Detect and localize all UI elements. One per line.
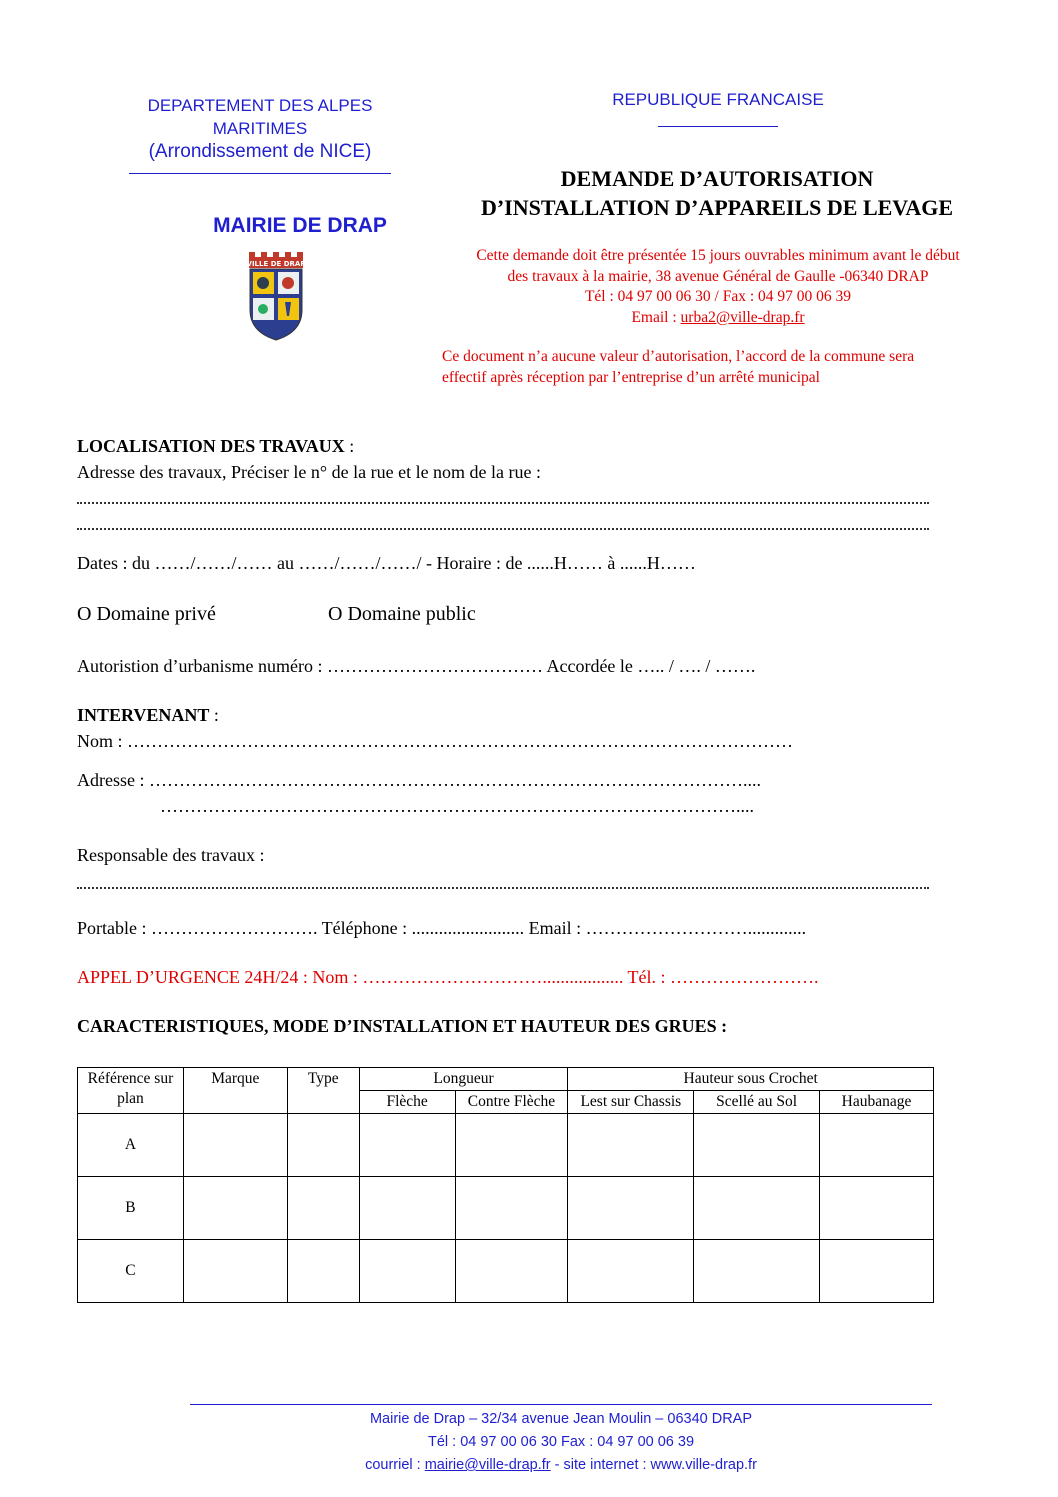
footer-website: - site internet : www.ville-drap.fr: [550, 1457, 757, 1473]
footer-address: Mairie de Drap – 32/34 avenue Jean Moulin – 06340 DRAP: [369, 1411, 753, 1427]
cell-contre-fleche[interactable]: [455, 1177, 568, 1240]
cell-scelle[interactable]: [694, 1177, 820, 1240]
urgence-line[interactable]: APPEL D’URGENCE 24H/24 : Nom : ………………………….................. Tél. : …………………….: [77, 967, 819, 987]
arrondissement-line: (Arrondissement de NICE): [148, 141, 372, 162]
coat-of-arms-icon: [247, 252, 305, 342]
form-title: [420, 164, 1014, 222]
caracteristiques-heading: CARACTERISTIQUES, MODE D’INSTALLATION ET HAUTEUR DES GRUES :: [77, 1016, 728, 1036]
form-title-line1: DEMANDE D’AUTORISATION: [560, 166, 874, 191]
cell-marque[interactable]: [183, 1114, 287, 1177]
responsable-label: Responsable des travaux :: [77, 845, 265, 865]
cell-lest[interactable]: [568, 1240, 694, 1303]
header-longueur: Longueur: [359, 1068, 568, 1091]
row-reference: B: [78, 1177, 184, 1240]
header-haubanage: Haubanage: [820, 1091, 934, 1114]
form-title-line2: D’INSTALLATION D’APPAREILS DE LEVAGE: [480, 195, 954, 220]
table-header-row: [78, 1068, 934, 1091]
department-header: [110, 94, 410, 174]
address-label: Adresse des travaux, Préciser le n° de la rue et le nom de la rue :: [77, 462, 542, 482]
note-email-link[interactable]: urba2@ville-drap.fr: [680, 308, 805, 326]
header-scelle: Scellé au Sol: [694, 1091, 820, 1114]
address-field-line1[interactable]: [77, 502, 929, 504]
nom-field[interactable]: Nom : …………………………………………………………………………………………………: [77, 731, 794, 751]
contact-line[interactable]: Portable : ………………………. Téléphone : ......................... Email : ……………………….............: [77, 918, 807, 938]
table-row: [78, 1114, 934, 1177]
cell-marque[interactable]: [183, 1177, 287, 1240]
cell-contre-fleche[interactable]: [455, 1114, 568, 1177]
cell-type[interactable]: [287, 1240, 359, 1303]
note-email-line: [430, 308, 1006, 329]
cell-type[interactable]: [287, 1114, 359, 1177]
cell-scelle[interactable]: [694, 1114, 820, 1177]
cell-contre-fleche[interactable]: [455, 1240, 568, 1303]
note-line2: des travaux à la mairie, 38 avenue Général de Gaulle -06340 DRAP: [507, 267, 929, 285]
intervenant-heading-suffix: :: [209, 705, 219, 725]
republique-header: [540, 90, 896, 127]
footer-email-link[interactable]: mairie@ville-drap.fr: [424, 1457, 551, 1473]
cell-lest[interactable]: [568, 1177, 694, 1240]
localisation-heading-row: [77, 436, 354, 457]
row-reference: C: [78, 1240, 184, 1303]
intervenant-heading: INTERVENANT: [77, 705, 210, 725]
table-row: [78, 1240, 934, 1303]
footer-contact: [190, 1454, 932, 1477]
localisation-heading: LOCALISATION DES TRAVAUX: [77, 436, 345, 456]
department-line2: MARITIMES: [212, 119, 308, 138]
footer: [190, 1404, 932, 1477]
cell-fleche[interactable]: [359, 1240, 455, 1303]
republique-separator: [658, 126, 778, 127]
adresse-field-line1[interactable]: Adresse : ………………………………………………………………………………………....: [77, 770, 761, 790]
cell-fleche[interactable]: [359, 1177, 455, 1240]
grues-table: [77, 1067, 934, 1303]
header-lest: Lest sur Chassis: [568, 1091, 694, 1114]
footer-email-label: courriel :: [365, 1457, 425, 1473]
note-line3: Tél : 04 97 00 06 30 / Fax : 04 97 00 06 39: [584, 288, 852, 305]
header-separator: [129, 173, 391, 174]
address-field-line2[interactable]: [77, 528, 929, 530]
responsable-field[interactable]: [77, 887, 929, 889]
cell-haubanage[interactable]: [820, 1177, 934, 1240]
warning-line2: effectif après réception par l’entreprise d’un arrêté municipal: [442, 368, 820, 386]
header-fleche: Flèche: [359, 1091, 455, 1114]
intervenant-heading-row: [77, 705, 219, 726]
cell-scelle[interactable]: [694, 1240, 820, 1303]
row-reference: A: [78, 1114, 184, 1177]
domaine-public-option[interactable]: O Domaine public: [328, 603, 476, 625]
cell-lest[interactable]: [568, 1114, 694, 1177]
note-line1: Cette demande doit être présentée 15 jours ouvrables minimum avant le début: [476, 247, 960, 264]
localisation-heading-suffix: :: [344, 436, 355, 456]
warning-line1: Ce document n’a aucune valeur d’autorisation, l’accord de la commune sera: [442, 348, 915, 365]
cell-marque[interactable]: [183, 1240, 287, 1303]
domaine-prive-option[interactable]: O Domaine privé: [77, 603, 216, 625]
warning-note: [442, 347, 1022, 388]
header-contre-fleche: Contre Flèche: [455, 1091, 568, 1114]
mairie-title: MAIRIE DE DRAP: [213, 214, 387, 237]
cell-type[interactable]: [287, 1177, 359, 1240]
adresse-field-line2[interactable]: ……………………………………………………………………………………....: [160, 796, 754, 816]
header-marque: Marque: [183, 1068, 287, 1114]
footer-separator: [190, 1404, 932, 1405]
cell-fleche[interactable]: [359, 1114, 455, 1177]
republique-label: REPUBLIQUE FRANCAISE: [612, 90, 824, 109]
note-email-label: Email :: [631, 308, 681, 326]
autorisation-line[interactable]: Autoristion d’urbanisme numéro : ……………………………… Accordée le ….. / …. / …….: [77, 656, 756, 676]
header-type: Type: [287, 1068, 359, 1114]
crest-banner-text: VILLE DE DRAP: [247, 260, 305, 268]
dates-line[interactable]: Dates : du ……/……/…… au ……/……/……/ - Horaire : de ......H…… à ......H……: [77, 553, 696, 573]
cell-haubanage[interactable]: [820, 1114, 934, 1177]
header-reference: Référence sur plan: [78, 1068, 184, 1114]
cell-haubanage[interactable]: [820, 1240, 934, 1303]
table-row: [78, 1177, 934, 1240]
department-line1: DEPARTEMENT DES ALPES: [147, 96, 373, 115]
header-hauteur: Hauteur sous Crochet: [568, 1068, 934, 1091]
footer-phone: Tél : 04 97 00 06 30 Fax : 04 97 00 06 39: [427, 1434, 695, 1450]
submission-note: [430, 246, 1006, 328]
